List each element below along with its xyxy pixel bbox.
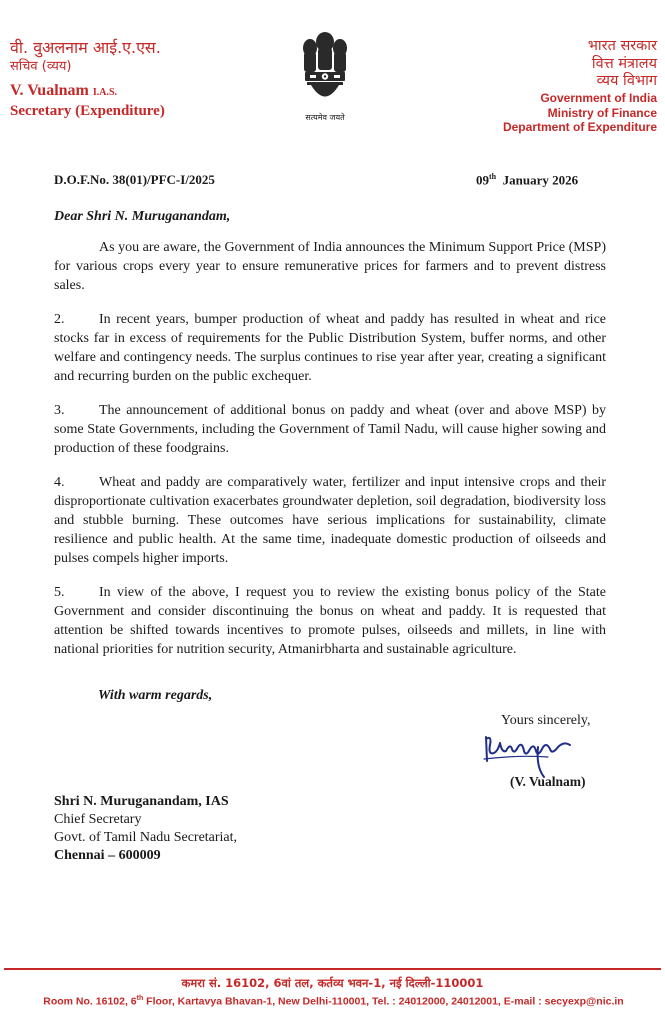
date-month-year: January 2026 (502, 172, 579, 188)
sender-name-text: V. Vualnam (10, 81, 89, 99)
salutation: Dear Shri N. Muruganandam, (54, 209, 231, 224)
paragraph-3 (54, 401, 606, 458)
dept-hindi-line3: व्यय विभाग (596, 73, 657, 90)
dept-english-line3: Department of Expenditure (502, 120, 657, 135)
footer-english-address (6, 995, 661, 1008)
footer-divider (4, 968, 661, 970)
sender-hindi-name: वी. वुअलनाम आई.ए.एस. (10, 38, 161, 57)
dept-english-line1: Government of India (540, 91, 657, 106)
paragraph-5 (54, 583, 606, 659)
footer-address-part2: Floor, Kartavya Bhavan-1, New Delhi-110001, Tel. : 24012000, 24012001, E-mail : secyexp@nic.in (143, 995, 624, 1008)
sender-hindi-post: सचिव (व्यय) (10, 59, 72, 75)
paragraph-number: 4. (54, 475, 65, 490)
addressee-designation: Chief Secretary (54, 812, 142, 827)
sender-english-post: Secretary (Expenditure) (10, 102, 165, 119)
dept-hindi-line1: भारत सरकार (587, 38, 657, 54)
paragraph-text: In view of the above, I request you to review the existing bonus policy of the State Government and consider discontinuing the bonus on wheat and paddy. It is requested that attention be shifted towards incentives to promote pulses, oilseeds and millets, in line with national priorities for nutrition security, Atmanirbharta and sustainable agriculture. (54, 585, 606, 657)
paragraph-4 (54, 473, 606, 568)
dept-hindi-line2: वित्त मंत्रालय (591, 55, 657, 72)
addressee-city: Chennai – 600009 (54, 848, 161, 863)
footer-address-part1: Room No. 16102, 6 (43, 995, 137, 1008)
paragraph-text: In recent years, bumper production of wheat and paddy has resulted in wheat and rice stocks far in excess of requirements for the Public Distribution System, buffer norms, and other welfare and contingency needs. The surplus continues to rise year after year, creating a significant and recurring burden on the public exchequer. (54, 312, 606, 384)
letter-body (54, 238, 606, 674)
lion-capital-icon (301, 28, 349, 112)
addressee-office: Govt. of Tamil Nadu Secretariat, (54, 830, 238, 845)
footer-hindi-address: कमरा सं. 16102, 6वां तल, कर्तव्य भवन-1, नई दिल्ली-110001 (181, 976, 484, 990)
paragraph-text: The announcement of additional bonus on paddy and wheat (over and above MSP) by some State Governments, including the Government of Tamil Nadu, will cause higher sowing and production of these foodgrains. (54, 403, 606, 456)
addressee-block (54, 793, 237, 865)
emblem-motto: सत्यमेव जयते (305, 113, 345, 122)
footer-floor-suffix: th (136, 995, 144, 1002)
signatory-name: (V. Vualnam) (510, 774, 586, 789)
addressee-name: Shri N. Muruganandam, IAS (54, 794, 229, 809)
closing-yours-sincerely: Yours sincerely, (501, 713, 591, 728)
paragraph-text: Wheat and paddy are comparatively water, fertilizer and input intensive crops and their disproportionate cultivation exacerbates groundwater depletion, soil degradation, biodiversity loss and stubble burning. These outcomes have serious implications for sustainability, climate resilience and public health. At the same time, inadequate domestic production of oilseeds and pulses compels higher imports. (54, 475, 606, 566)
paragraph-number: 2. (54, 312, 65, 327)
department-block (503, 38, 657, 135)
letter-date (476, 172, 578, 188)
paragraph-number: 5. (54, 585, 65, 600)
sender-service-suffix: I.A.S. (92, 86, 118, 98)
sender-block (10, 38, 165, 120)
paragraph-number: 3. (54, 403, 65, 418)
date-suffix: th (489, 172, 497, 181)
dept-english-line2: Ministry of Finance (547, 105, 657, 120)
reference-number: D.O.F.No. 38(01)/PFC-I/2025 (54, 172, 215, 187)
warm-regards: With warm regards, (98, 688, 213, 703)
sender-english-name (10, 81, 165, 100)
date-day: 09 (476, 172, 489, 188)
paragraph-2 (54, 310, 606, 386)
paragraph-1: As you are aware, the Government of India announces the Minimum Support Price (MSP) for various crops every year to ensure remunerative prices for farmers and to prevent distress sales. (54, 240, 606, 293)
national-emblem (297, 28, 353, 128)
